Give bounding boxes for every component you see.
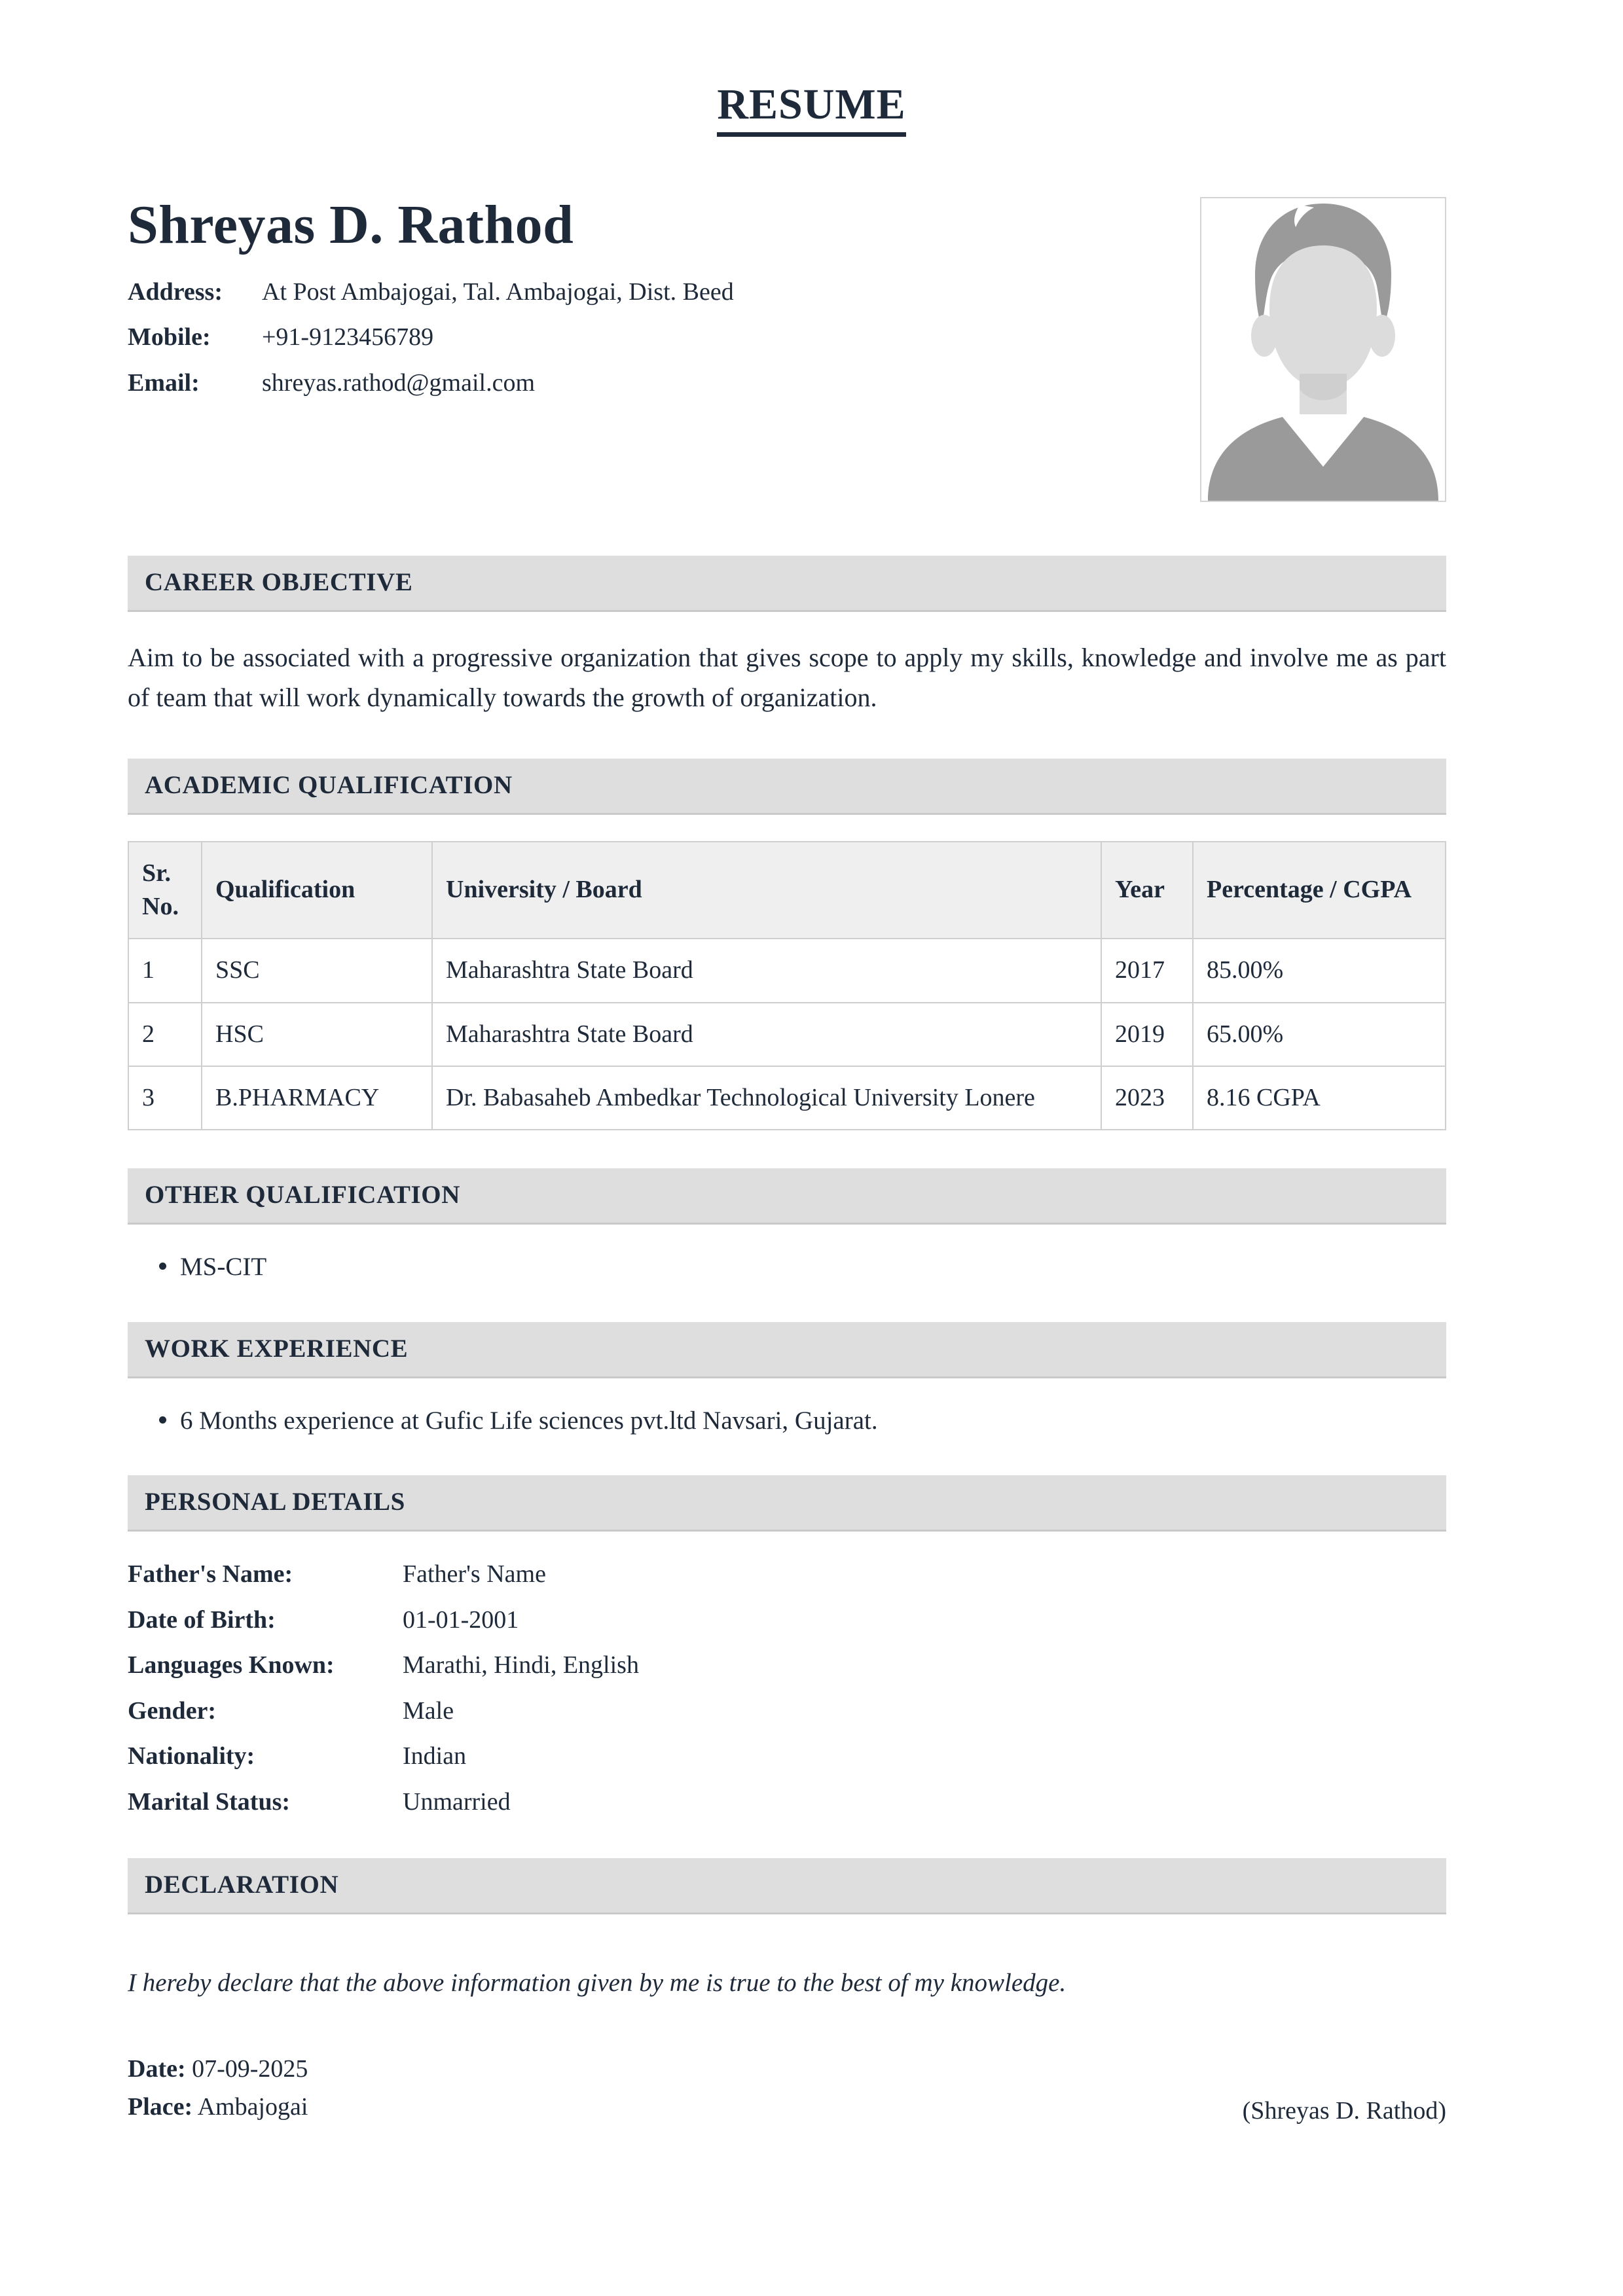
list-item bbox=[128, 1249, 1446, 1285]
fathers-name-value: Father's Name bbox=[403, 1560, 546, 1588]
column-header-year: Year bbox=[1101, 842, 1193, 939]
place-value: Ambajogai bbox=[197, 2093, 308, 2121]
section-header-declaration: DECLARATION bbox=[128, 1858, 1446, 1914]
cell-qualification: HSC bbox=[202, 1003, 432, 1066]
place-line bbox=[128, 2088, 308, 2126]
cell-year: 2023 bbox=[1101, 1066, 1193, 1130]
candidate-name: Shreyas D. Rathod bbox=[128, 194, 574, 256]
resume-header bbox=[128, 194, 1446, 502]
personal-detail-row-gender bbox=[128, 1696, 1446, 1727]
cell-sr: 3 bbox=[128, 1066, 202, 1130]
address-value: At Post Ambajogai, Tal. Ambajogai, Dist. Beed bbox=[262, 278, 734, 306]
list-item-label: MS-CIT bbox=[180, 1253, 267, 1282]
cell-score: 8.16 CGPA bbox=[1193, 1066, 1446, 1130]
marital-status-label: Marital Status: bbox=[128, 1787, 291, 1816]
table-row bbox=[128, 1066, 1446, 1130]
date-place-block bbox=[128, 2050, 308, 2127]
contact-row-mobile bbox=[128, 322, 1174, 353]
personal-detail-row-date-of-birth bbox=[128, 1605, 1446, 1636]
nationality-label: Nationality: bbox=[128, 1742, 255, 1770]
languages-known-label: Languages Known: bbox=[128, 1651, 335, 1679]
cell-sr: 1 bbox=[128, 939, 202, 1002]
section-header-career-objective: CAREER OBJECTIVE bbox=[128, 556, 1446, 612]
gender-value: Male bbox=[403, 1696, 454, 1725]
cell-score: 65.00% bbox=[1193, 1003, 1446, 1066]
other-qualification-list bbox=[128, 1249, 1446, 1285]
date-label: Date: bbox=[128, 2054, 186, 2083]
table-header-row bbox=[128, 842, 1446, 939]
cell-year: 2019 bbox=[1101, 1003, 1193, 1066]
contact-row-address bbox=[128, 277, 1174, 308]
date-of-birth-label: Date of Birth: bbox=[128, 1605, 276, 1634]
header-left-column bbox=[128, 194, 1174, 413]
person-placeholder-icon bbox=[1201, 198, 1445, 501]
work-experience-list bbox=[128, 1403, 1446, 1439]
address-label: Address: bbox=[128, 278, 223, 306]
personal-details-list bbox=[128, 1559, 1446, 1818]
date-value: 07-09-2025 bbox=[192, 2054, 308, 2083]
fathers-name-label: Father's Name: bbox=[128, 1560, 293, 1588]
section-header-personal-details: PERSONAL DETAILS bbox=[128, 1475, 1446, 1532]
table-row bbox=[128, 1003, 1446, 1066]
nationality-value: Indian bbox=[403, 1742, 467, 1770]
cell-sr: 2 bbox=[128, 1003, 202, 1066]
personal-detail-row-languages-known bbox=[128, 1650, 1446, 1681]
personal-detail-row-fathers-name bbox=[128, 1559, 1446, 1590]
cell-qualification: B.PHARMACY bbox=[202, 1066, 432, 1130]
cell-university: Maharashtra State Board bbox=[432, 939, 1101, 1002]
date-line bbox=[128, 2050, 308, 2089]
section-header-work-experience: WORK EXPERIENCE bbox=[128, 1322, 1446, 1378]
mobile-label: Mobile: bbox=[128, 323, 211, 351]
personal-detail-row-nationality bbox=[128, 1741, 1446, 1772]
profile-photo-frame bbox=[1200, 197, 1446, 502]
column-header-qualification: Qualification bbox=[202, 842, 432, 939]
career-objective-text: Aim to be associated with a progressive organization that gives scope to apply my skills, knowledge and involve me as part of team that will work dynamically towards the growth of organization. bbox=[128, 643, 1446, 712]
marital-status-value: Unmarried bbox=[403, 1787, 511, 1816]
personal-detail-row-marital-status bbox=[128, 1787, 1446, 1818]
column-header-percentage-cgpa: Percentage / CGPA bbox=[1193, 842, 1446, 939]
cell-qualification: SSC bbox=[202, 939, 432, 1002]
column-header-sr-no: Sr. No. bbox=[128, 842, 202, 939]
cell-score: 85.00% bbox=[1193, 939, 1446, 1002]
column-header-university: University / Board bbox=[432, 842, 1101, 939]
table-row bbox=[128, 939, 1446, 1002]
page-title: RESUME bbox=[717, 82, 905, 137]
cell-university: Maharashtra State Board bbox=[432, 1003, 1101, 1066]
gender-label: Gender: bbox=[128, 1696, 217, 1725]
cell-university: Dr. Babasaheb Ambedkar Technological University Lonere bbox=[432, 1066, 1101, 1130]
mobile-value: +91-9123456789 bbox=[262, 323, 434, 351]
section-header-other-qualification: OTHER QUALIFICATION bbox=[128, 1168, 1446, 1225]
place-label: Place: bbox=[128, 2093, 193, 2121]
list-item-label: 6 Months experience at Gufic Life sciences pvt.ltd Navsari, Gujarat. bbox=[180, 1406, 878, 1435]
email-value: shreyas.rathod@gmail.com bbox=[262, 368, 535, 397]
bullet-icon bbox=[159, 1263, 166, 1270]
declaration-text: I hereby declare that the above information given by me is true to the best of my knowledge. bbox=[128, 1968, 1067, 1997]
academic-qualification-table bbox=[128, 841, 1446, 1130]
date-of-birth-value: 01-01-2001 bbox=[403, 1605, 519, 1634]
list-item bbox=[128, 1403, 1446, 1439]
document-title-wrap bbox=[0, 0, 1623, 137]
contact-row-email bbox=[128, 368, 1174, 399]
signature-block bbox=[128, 2050, 1446, 2127]
section-header-academic-qualification: ACADEMIC QUALIFICATION bbox=[128, 759, 1446, 815]
languages-known-value: Marathi, Hindi, English bbox=[403, 1651, 639, 1679]
cell-year: 2017 bbox=[1101, 939, 1193, 1002]
email-label: Email: bbox=[128, 368, 200, 397]
bullet-icon bbox=[159, 1416, 166, 1424]
signature-name: (Shreyas D. Rathod) bbox=[1242, 2097, 1446, 2125]
